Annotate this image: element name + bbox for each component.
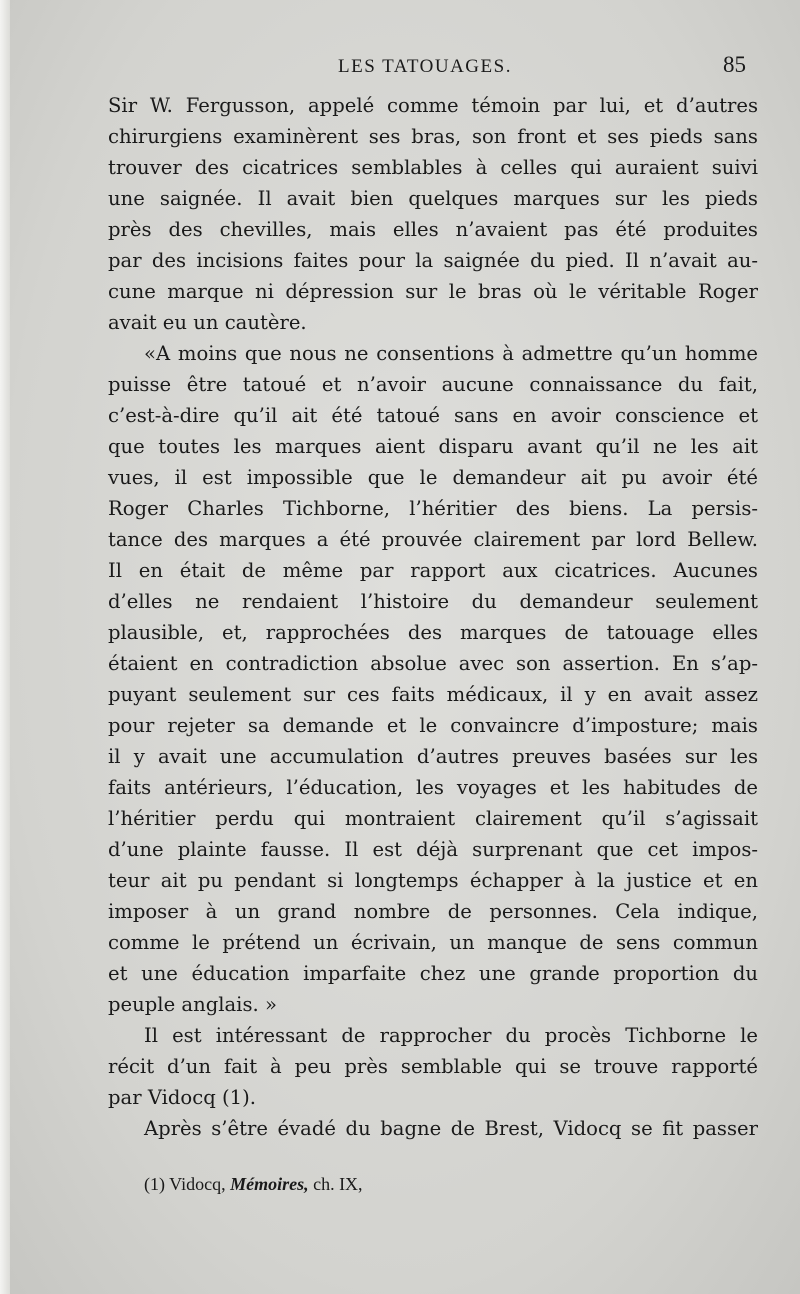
text-line: teur ait pu pendant si longtemps échapper à la justice et en — [108, 869, 758, 892]
text-line: Roger Charles Tichborne, l’héritier des biens. La persis- — [108, 497, 758, 520]
text-line: que toutes les marques aient disparu avant qu’il ne les ait — [108, 435, 758, 458]
text-line: d’elles ne rendaient l’histoire du demandeur seulement — [108, 590, 758, 613]
text-line: et une éducation imparfaite chez une grande proportion du — [108, 962, 758, 985]
text-line: chirurgiens examinèrent ses bras, son front et ses pieds sans — [108, 125, 758, 148]
running-head — [0, 50, 800, 80]
text-line: Il en était de même par rapport aux cicatrices. Aucunes — [108, 559, 758, 582]
text-line: Sir W. Fergusson, appelé comme témoin par lui, et d’autres — [108, 94, 758, 117]
page-edge — [0, 0, 10, 1294]
footnote-title: Mémoires, — [230, 1174, 309, 1194]
footnote-marker: (1) Vidocq, — [144, 1174, 226, 1194]
text-line: cune marque ni dépression sur le bras où le véritable Roger — [108, 280, 758, 303]
text-line: trouver des cicatrices semblables à celles qui auraient suivi — [108, 156, 758, 179]
text-line: peuple anglais. » — [108, 993, 277, 1016]
text-line: avait eu un cautère. — [108, 311, 307, 334]
text-line: faits antérieurs, l’éducation, les voyages et les habitudes de — [108, 776, 758, 799]
text-line: «A moins que nous ne consentions à admettre qu’un homme — [144, 342, 758, 365]
text-line: puyant seulement sur ces faits médicaux, il y en avait assez — [108, 683, 758, 706]
text-line: près des chevilles, mais elles n’avaient pas été produites — [108, 218, 758, 241]
text-line: d’une plainte fausse. Il est déjà surprenant que cet impos- — [108, 838, 758, 861]
body-text — [108, 90, 758, 1144]
text-line: comme le prétend un écrivain, un manque de sens commun — [108, 931, 758, 954]
text-line: l’héritier perdu qui montraient clairement qu’il s’agissait — [108, 807, 758, 830]
text-line: récit d’un fait à peu près semblable qui se trouve rapporté — [108, 1055, 758, 1078]
text-line: il y avait une accumulation d’autres preuves basées sur les — [108, 745, 758, 768]
page-number: 85 — [723, 52, 746, 77]
footnote-ref: ch. IX, — [313, 1174, 363, 1194]
text-line: vues, il est impossible que le demandeur ait pu avoir été — [108, 466, 758, 489]
text-line: pour rejeter sa demande et le convaincre d’imposture; mais — [108, 714, 758, 737]
running-head-title: LES TATOUAGES. — [338, 56, 512, 77]
text-line: plausible, et, rapprochées des marques de tatouage elles — [108, 621, 758, 644]
text-line: tance des marques a été prouvée clairement par lord Bellew. — [108, 528, 758, 551]
text-line: une saignée. Il avait bien quelques marques sur les pieds — [108, 187, 758, 210]
text-line: étaient en contradiction absolue avec son assertion. En s’ap- — [108, 652, 758, 675]
text-line: par des incisions faites pour la saignée du pied. Il n’avait au- — [108, 249, 758, 272]
text-line: puisse être tatoué et n’avoir aucune connaissance du fait, — [108, 373, 758, 396]
text-line: par Vidocq (1). — [108, 1086, 256, 1109]
text-line: imposer à un grand nombre de personnes. Cela indique, — [108, 900, 758, 923]
text-line: Après s’être évadé du bagne de Brest, Vidocq se fit passer — [144, 1117, 758, 1140]
text-line: Il est intéressant de rapprocher du procès Tichborne le — [144, 1024, 758, 1047]
footnote — [144, 1174, 363, 1195]
text-line: c’est-à-dire qu’il ait été tatoué sans en avoir conscience et — [108, 404, 758, 427]
